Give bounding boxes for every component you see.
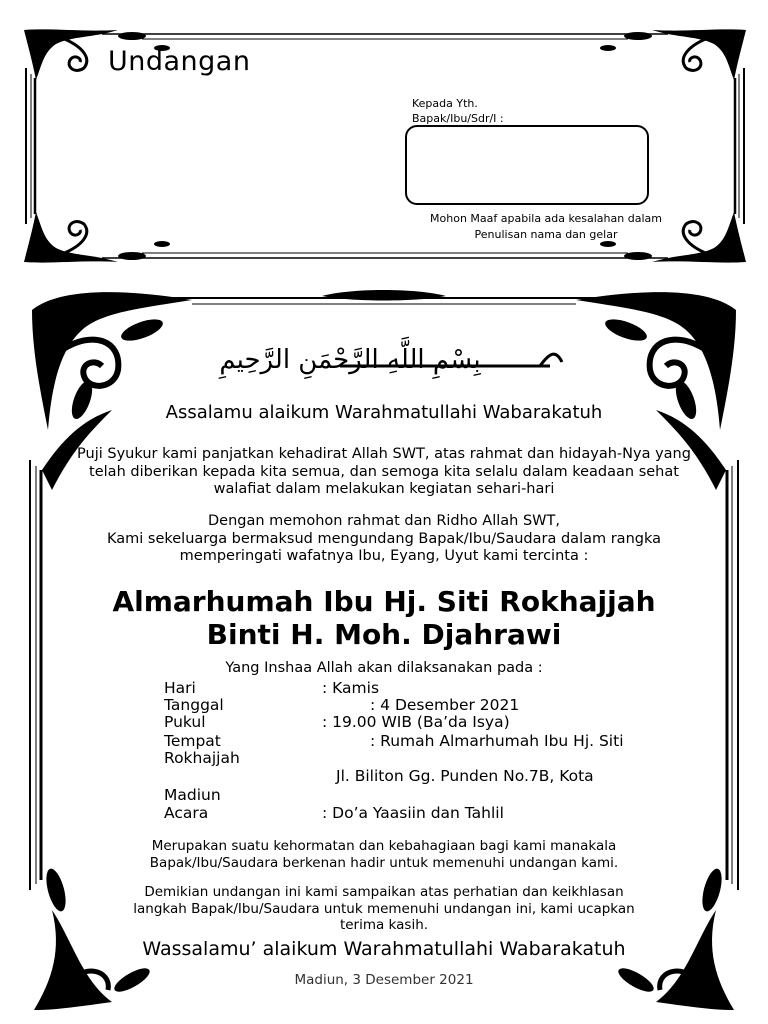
gratitude-line-3: walafiat dalam melakukan kegiatan sehari-hari: [213, 481, 555, 497]
invitation-paragraph: [28, 513, 740, 566]
apology-line-1: Mohon Maaf apabila ada kesalahan dalam: [430, 212, 662, 225]
closing-1-line-2: Bapak/Ibu/Saudara berkenan hadir untuk memenuhi undangan kami.: [149, 854, 619, 871]
hari-value: : Kamis: [322, 679, 380, 697]
place-date: Madiun, 3 Desember 2021: [294, 972, 474, 988]
recipient-line-2: Bapak/Ibu/Sdr/I :: [412, 112, 504, 125]
recipient-name-box[interactable]: [405, 125, 649, 205]
recipient-line-1: Kepada Yth.: [412, 97, 478, 110]
closing-paragraph-1: [40, 838, 728, 871]
closing-1-line-1: Merupakan suatu kehormatan dan kebahagiaan bagi kami manakala: [151, 838, 617, 854]
label-title: Undangan: [108, 46, 251, 77]
gratitude-line-2: telah diberikan kepada kita semua, dan semoga kita selalu dalam keadaan sehat: [89, 463, 679, 480]
tempat-value: : Rumah Almarhumah Ibu Hj. Siti: [370, 732, 624, 750]
alamat-wrap: Madiun: [164, 786, 221, 804]
apology-line-2: Penulisan nama dan gelar: [474, 228, 618, 241]
tanggal-value: : 4 Desember 2021: [370, 696, 520, 714]
acara-label: Acara: [164, 804, 209, 822]
gratitude-paragraph: [28, 446, 740, 499]
schedule-intro: Yang Inshaa Allah akan dilaksanakan pada :: [225, 660, 543, 676]
recipient-heading: [412, 96, 504, 126]
deceased-name-line-1: Almarhumah Ibu Hj. Siti Rokhajjah: [112, 585, 656, 618]
acara-value: : Do’a Yaasiin dan Tahlil: [322, 804, 504, 822]
hari-label: Hari: [164, 679, 196, 697]
invitation-line-1: Dengan memohon rahmat dan Ridho Allah SWT,: [208, 513, 560, 529]
salam-opening: Assalamu alaikum Warahmatullahi Wabarakatuh: [165, 402, 603, 423]
deceased-name-line-2: Binti H. Moh. Djahrawi: [206, 618, 562, 651]
gratitude-line-1: Puji Syukur kami panjatkan kehadirat Allah SWT, atas rahmat dan hidayah-Nya yang: [77, 446, 691, 462]
invitation-line-3: memperingati wafatnya Ibu, Eyang, Uyut kami tercinta :: [179, 548, 589, 564]
invitation-line-2: Kami sekeluarga bermaksud mengundang Bapak/Ibu/Saudara dalam rangka: [107, 530, 661, 547]
alamat-value: Jl. Biliton Gg. Punden No.7B, Kota: [336, 767, 594, 785]
pukul-value: : 19.00 WIB (Ba’da Isya): [322, 713, 510, 731]
bismillah-text: بِسْمِ اللَّهِ الرَّحْمَنِ الرَّحِيمِ: [219, 345, 481, 375]
apology-note: [415, 211, 677, 243]
tempat-wrap: Rokhajjah: [164, 749, 240, 767]
bismillah-calligraphy: [200, 332, 570, 382]
salam-closing: Wassalamu’ alaikum Warahmatullahi Wabarakatuh: [142, 938, 626, 960]
closing-paragraph-2: [40, 884, 728, 934]
closing-2-line-2: langkah Bapak/Ibu/Saudara untuk memenuhi undangan ini, kami ucapkan: [133, 900, 635, 917]
closing-2-line-3: terima kasih.: [339, 917, 429, 933]
pukul-label: Pukul: [164, 713, 206, 731]
tanggal-label: Tanggal: [164, 696, 224, 714]
tempat-label: Tempat: [164, 732, 221, 750]
closing-2-line-1: Demikian undangan ini kami sampaikan atas perhatian dan keikhlasan: [144, 884, 624, 900]
